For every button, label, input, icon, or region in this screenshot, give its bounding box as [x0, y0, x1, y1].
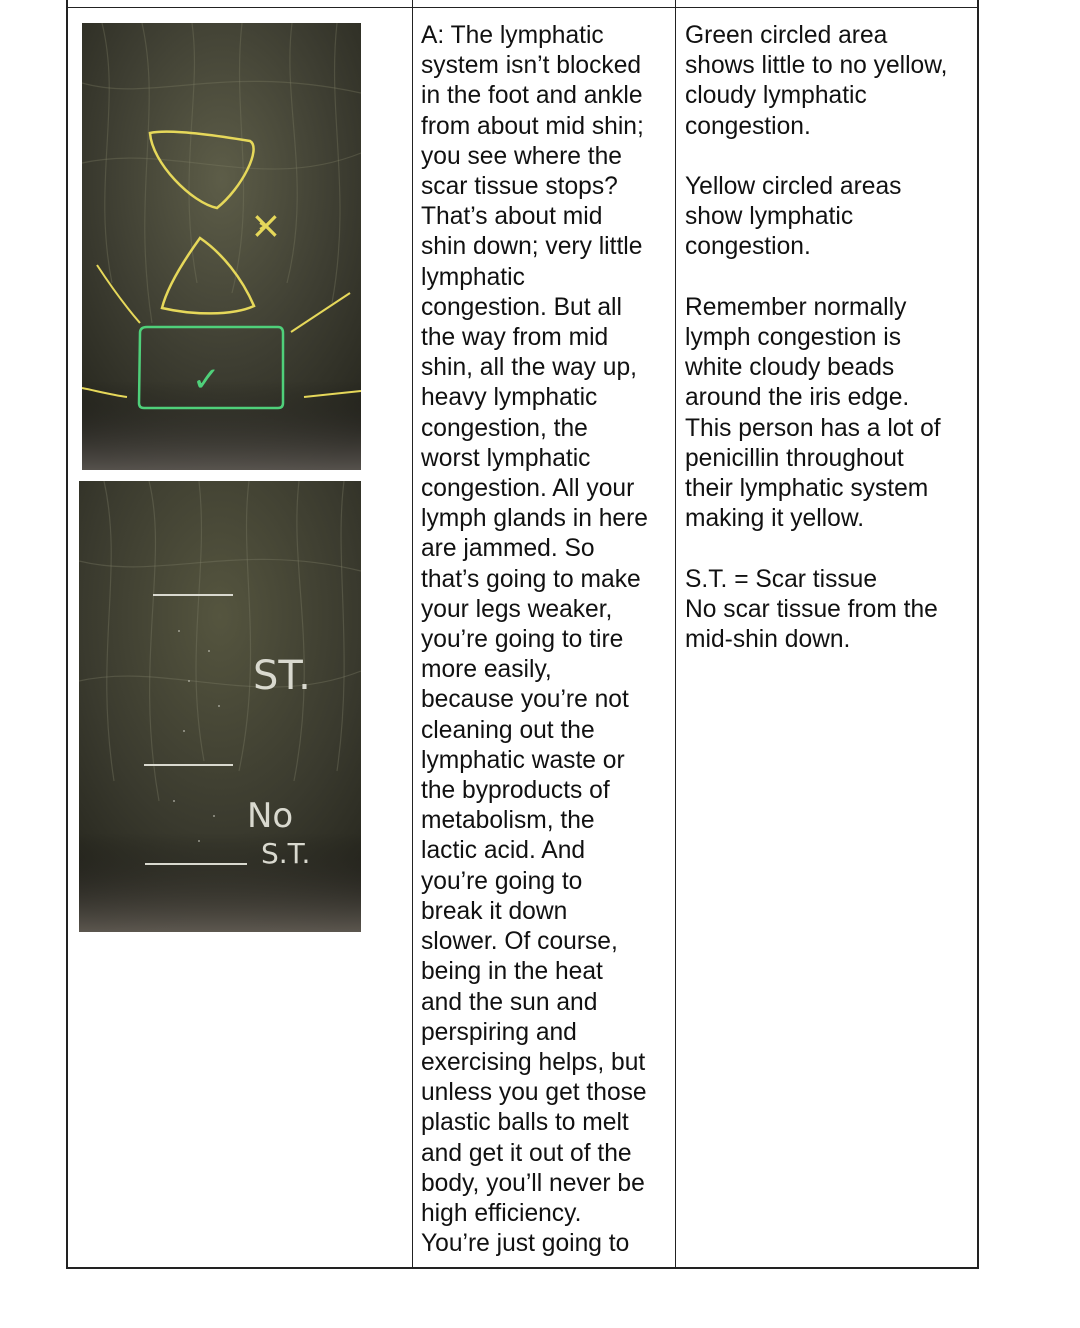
column-divider-1: [412, 0, 413, 1267]
transcript-line: perspiring and: [421, 1018, 577, 1046]
note-line: making it yellow.: [685, 505, 865, 533]
iris-image-bottom-graphic: [79, 481, 361, 932]
note-line: Yellow circled areas: [685, 173, 902, 200]
transcript-line: you see where the: [421, 142, 622, 170]
transcript-line: your legs weaker,: [421, 595, 613, 623]
note-line: This person has a lot of: [685, 414, 941, 442]
transcript-line: system isn’t blocked: [421, 52, 642, 80]
transcript-line: congestion. All your: [421, 475, 635, 503]
transcript-column: [421, 21, 648, 1259]
note-line: Green circled area: [685, 22, 888, 49]
notes-column: [685, 21, 947, 685]
transcript-line: because you’re not: [421, 686, 629, 714]
transcript-line: metabolism, the: [421, 807, 595, 835]
transcript-line: you’re going to: [421, 867, 583, 895]
note-paragraph: [685, 21, 947, 142]
transcript-line: from about mid shin;: [421, 112, 644, 140]
transcript-line: unless you get those: [421, 1079, 647, 1107]
note-line: penicillin throughout: [685, 444, 904, 472]
transcript-line: A: The lymphatic: [421, 22, 604, 49]
transcript-line: heavy lymphatic: [421, 384, 598, 412]
note-line: congestion.: [685, 233, 811, 261]
transcript-line: cleaning out the: [421, 716, 595, 744]
transcript-line: high efficiency.: [421, 1199, 582, 1227]
note-line: Remember normally: [685, 293, 907, 321]
note-line: S.T. = Scar tissue: [685, 565, 878, 593]
note-line: mid-shin down.: [685, 626, 851, 654]
iris-image-top-graphic: [82, 23, 361, 470]
note-line: cloudy lymphatic: [685, 82, 867, 110]
column-divider-2: [675, 0, 676, 1267]
transcript-line: worst lymphatic: [421, 444, 591, 472]
no-scar-tissue-label: S.T.: [261, 837, 311, 870]
transcript-line: congestion, the: [421, 414, 588, 442]
transcript-line: the way from mid: [421, 324, 609, 352]
x-mark-icon: ×: [250, 203, 282, 247]
iris-image-top: [82, 23, 361, 470]
transcript-line: that’s going to make: [421, 565, 641, 593]
transcript-line: lymph glands in here: [421, 505, 648, 533]
transcript-line: and get it out of the: [421, 1139, 632, 1167]
note-line: their lymphatic system: [685, 475, 929, 503]
transcript-line: shin, all the way up,: [421, 354, 637, 382]
note-line: congestion.: [685, 112, 811, 140]
note-line: around the iris edge.: [685, 384, 910, 412]
iris-image-bottom: [79, 481, 361, 932]
transcript-line: exercising helps, but: [421, 1048, 646, 1076]
transcript-line: lymphatic: [421, 263, 525, 291]
note-paragraph: [685, 565, 947, 656]
note-paragraph: [685, 293, 947, 535]
transcript-line: the byproducts of: [421, 777, 610, 805]
scar-tissue-label: ST.: [253, 653, 311, 699]
transcript-line: are jammed. So: [421, 535, 595, 563]
transcript-line: being in the heat: [421, 958, 603, 986]
transcript-line: in the foot and ankle: [421, 82, 643, 110]
note-paragraph: [685, 172, 947, 263]
no-label: No: [247, 796, 294, 836]
note-line: white cloudy beads: [685, 354, 895, 382]
transcript-line: scar tissue stops?: [421, 173, 618, 201]
transcript-line: lactic acid. And: [421, 837, 586, 865]
note-line: lymph congestion is: [685, 324, 901, 351]
note-line: show lymphatic: [685, 203, 854, 231]
transcript-line: You’re just going to: [421, 1230, 630, 1258]
transcript-line: lymphatic waste or: [421, 746, 625, 774]
transcript-line: break it down: [421, 897, 568, 925]
transcript-line: slower. Of course,: [421, 928, 618, 956]
transcript-line: body, you’ll never be: [421, 1169, 645, 1197]
transcript-line: That’s about mid: [421, 203, 603, 231]
note-line: shows little to no yellow,: [685, 52, 948, 80]
transcript-line: shin down; very little: [421, 233, 643, 261]
transcript-line: you’re going to tire: [421, 626, 624, 654]
transcript-line: more easily,: [421, 656, 552, 684]
transcript-line: plastic balls to melt: [421, 1109, 629, 1137]
transcript-line: and the sun and: [421, 988, 598, 1016]
note-line: No scar tissue from the: [685, 595, 938, 623]
check-mark-icon: ✓: [192, 360, 221, 400]
transcript-line: congestion. But all: [421, 293, 622, 321]
